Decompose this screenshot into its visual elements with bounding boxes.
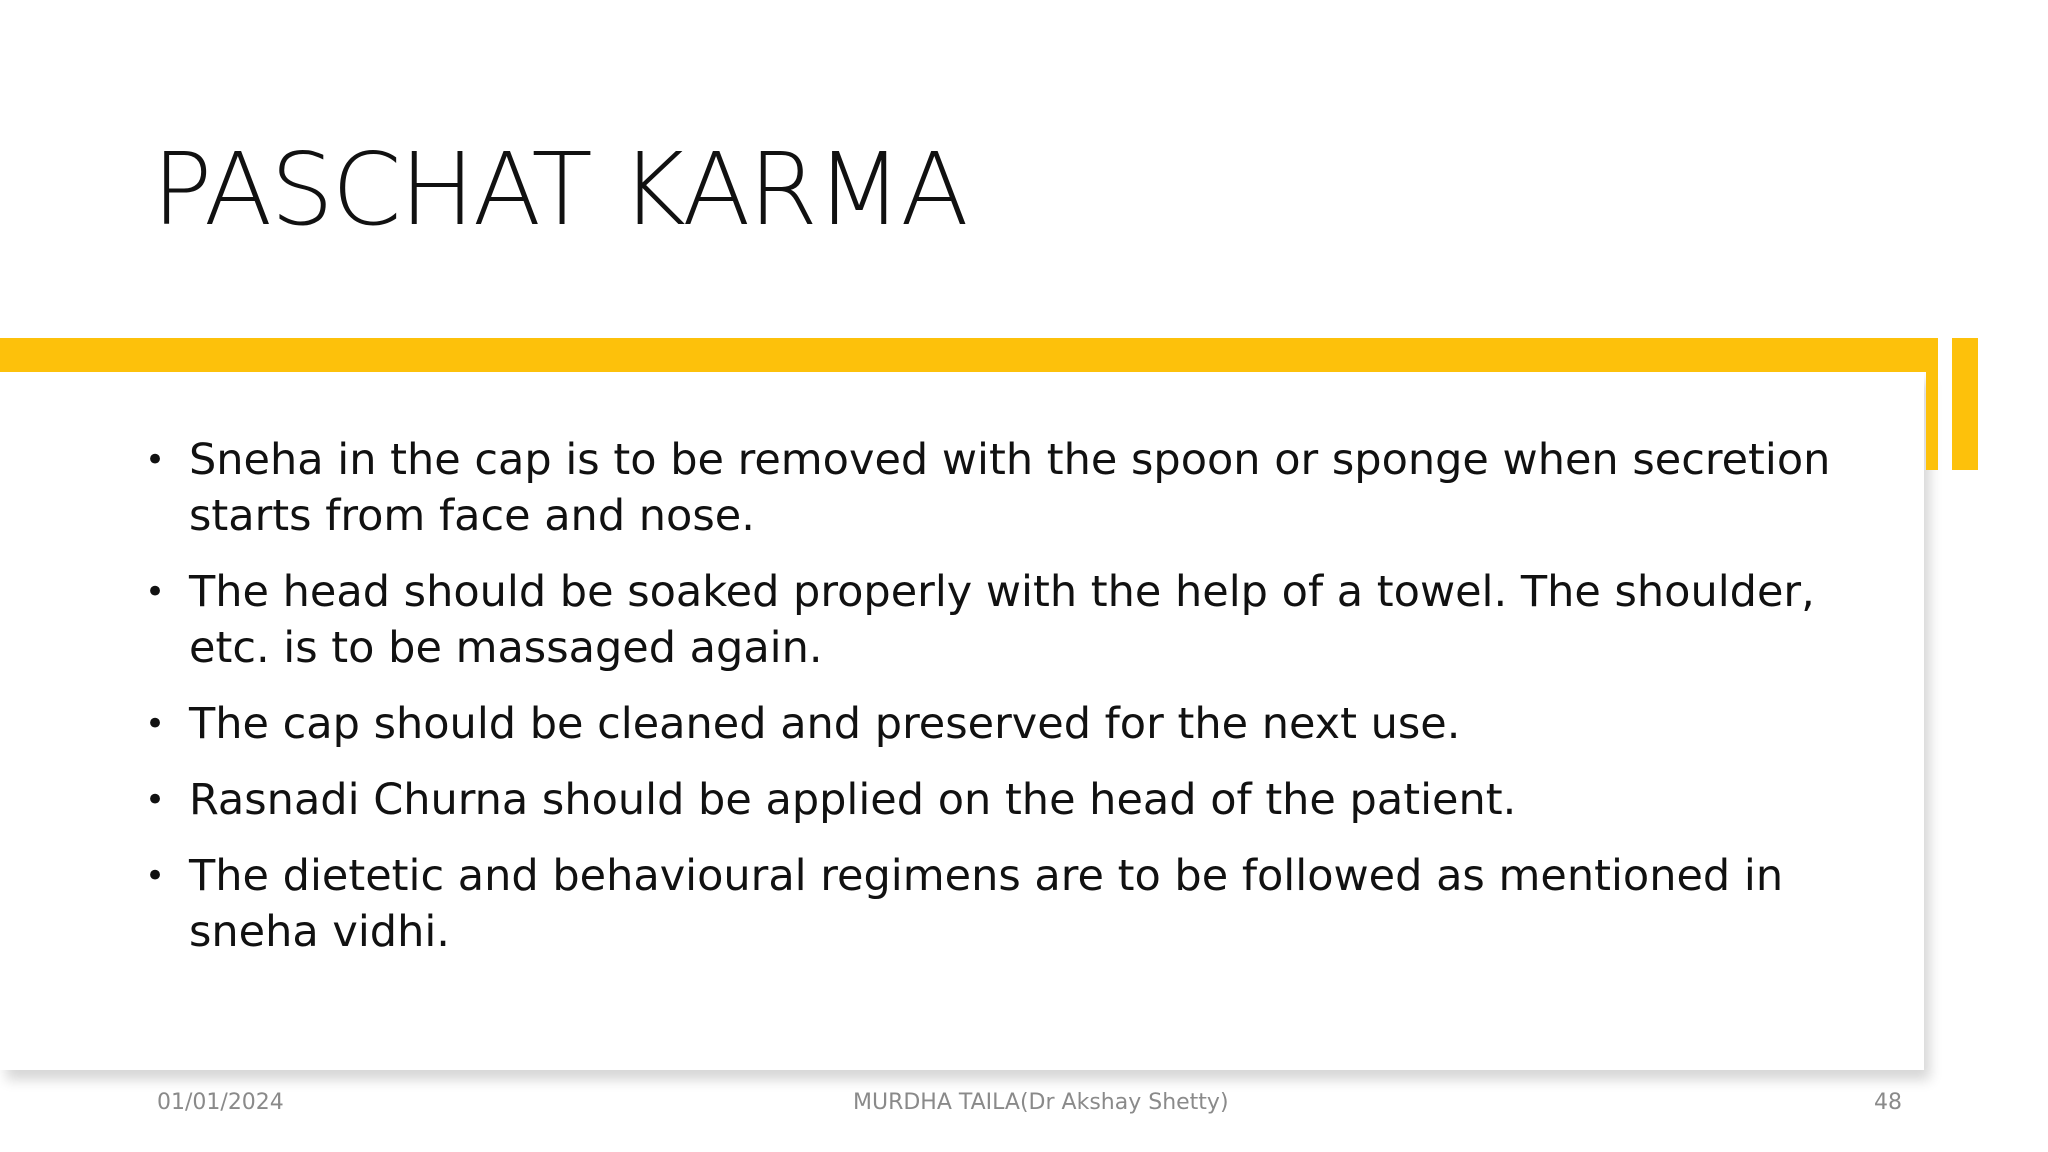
footer-date: 01/01/2024: [157, 1090, 284, 1115]
bullet-text: Sneha in the cap is to be removed with the spoon or sponge when secretion starts from face and nose.: [189, 435, 1831, 541]
accent-tab-right: [1952, 338, 1978, 470]
accent-bar: [0, 338, 1938, 372]
bullet-item: [145, 696, 1845, 752]
bullet-text: The cap should be cleaned and preserved for the next use.: [189, 699, 1461, 749]
bullet-icon: •: [145, 440, 166, 480]
bullet-item: [145, 564, 1845, 676]
page-number: 48: [1874, 1090, 1902, 1115]
bullet-text: The dietetic and behavioural regimens are to be followed as mentioned in sneha vidhi.: [189, 851, 1784, 957]
bullet-list: [145, 432, 1845, 980]
bullet-icon: •: [145, 572, 166, 612]
bullet-icon: •: [145, 704, 166, 744]
bullet-text: Rasnadi Churna should be applied on the head of the patient.: [189, 775, 1517, 825]
bullet-item: [145, 848, 1845, 960]
bullet-item: [145, 432, 1845, 544]
bullet-icon: •: [145, 856, 166, 896]
accent-tab-left: [1926, 338, 1938, 470]
bullet-text: The head should be soaked properly with the help of a towel. The shoulder, etc. is to be massaged again.: [189, 567, 1815, 673]
bullet-item: [145, 772, 1845, 828]
bullet-icon: •: [145, 780, 166, 820]
footer-title: MURDHA TAILA(Dr Akshay Shetty): [853, 1090, 1229, 1115]
slide-title: PASCHAT KARMA: [152, 131, 967, 248]
